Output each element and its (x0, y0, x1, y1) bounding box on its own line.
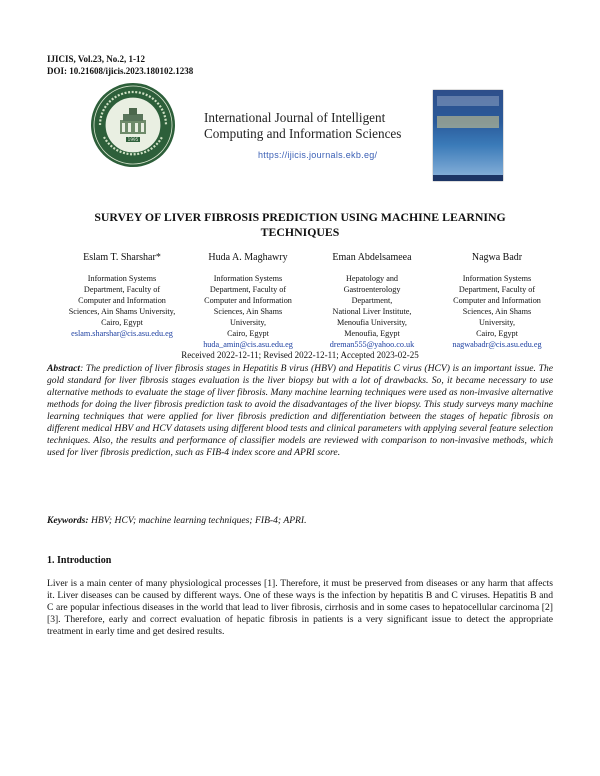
author-email-link[interactable]: huda_amin@cis.asu.edu.eg (203, 340, 293, 349)
author-name: Eman Abdelsameea (332, 252, 412, 263)
author-name: Nagwa Badr (471, 252, 523, 263)
author-affiliation: Information Systems Department, Faculty of Computer and Information Sciences, Ain Shams University, Cairo, Egypt (68, 274, 176, 327)
author-email-link[interactable]: dreman555@yahoo.co.uk (329, 340, 415, 349)
author-name: Eslam T. Sharshar* (83, 252, 161, 263)
doi-line: DOI: 10.21608/ijicis.2023.180102.1238 (47, 66, 194, 76)
author-block (187, 252, 309, 350)
paper-title-line2: TECHNIQUES (260, 225, 340, 239)
keywords-label: Keywords: (47, 515, 89, 526)
paper-title-line1: SURVEY OF LIVER FIBROSIS PREDICTION USING MACHINE LEARNING (94, 210, 506, 224)
author-email-link[interactable]: nagwabadr@cis.asu.edu.eg (452, 340, 542, 349)
author-name: Huda A. Maghawry (208, 252, 288, 263)
journal-cover-image (433, 90, 503, 181)
faculty-logo (90, 82, 176, 168)
section-heading-introduction: 1. Introduction (47, 555, 112, 566)
received-dates: Received 2022-12-11; Revised 2022-12-11; Accepted 2023-02-25 (181, 350, 419, 360)
author-block (436, 252, 558, 350)
keywords (47, 515, 307, 526)
author-affiliation: Information Systems Department, Faculty of Computer and Information Sciences, Ain Shams University, Cairo, Egypt (453, 274, 541, 338)
abstract-label: Abstract (47, 363, 81, 374)
abstract (47, 363, 553, 459)
journal-name-line2: Computing and Information Sciences (204, 126, 402, 141)
keywords-text: HBV; HCV; machine learning techniques; FIB-4; APRI. (90, 515, 307, 526)
author-email-link[interactable]: eslam.sharshar@cis.asu.edu.eg (71, 329, 173, 338)
svg-text:1995: 1995 (127, 137, 139, 142)
author-block (311, 252, 433, 350)
author-affiliation: Hepatology and Gastroenterology Department, National Liver Institute, Menoufia University, Menoufia, Egypt (332, 274, 412, 338)
journal-url-link[interactable]: https://ijicis.journals.ekb.eg/ (258, 150, 378, 160)
journal-name-line1: International Journal of Intelligent (204, 110, 386, 125)
introduction-paragraph: Liver is a main center of many physiological processes [1]. Therefore, it must be preserved from diseases or any harm that affects it. Liver diseases can be caused by different ways. One of these ways is the infection by hepatitis B and C viruses. Hepatitis B and C are popular infectious diseases in the world that lead to liver fibrosis, cirrhosis and in some cases to hepatocellular carcinoma [2][3]. Therefore, early and correct evaluation of hepatic fibrosis in patients is a very significant issue to detect the appropriate treatment in early time and get desired results. (47, 578, 553, 637)
author-block (61, 252, 183, 339)
paper-title (40, 210, 560, 240)
journal-name (204, 110, 434, 142)
author-affiliation: Information Systems Department, Faculty of Computer and Information Sciences, Ain Shams University, Cairo, Egypt (204, 274, 292, 338)
citation-line: IJICIS, Vol.23, No.2, 1-12 (47, 54, 146, 64)
abstract-text: : The prediction of liver fibrosis stages in Hepatitis B virus (HBV) and Hepatitis C virus (HCV) is an important issue. The gold standard for liver fibrosis stages evaluation is the liver biopsy but with a lot of drawbacks. So, it became necessary to use alternative methods to evaluate the stage of liver fibrosis. Many machine learning techniques were used as non-invasive alternative methods for doing the liver fibrosis prediction task to avoid the disadvantages of the liver biopsy. This study surveys many machine learning techniques that were applied for liver fibrosis prediction and differentiation between the stages of hepatic fibrosis on different medical HBV and HCV datasets using different blood tests and clinical parameters with applying several feature selection techniques. Also, the results and performance of classifier models are reviewed with comparison to non-invasive methods, which used for liver fibrosis prediction, such as FIB-4 index score and APRI score. (47, 363, 553, 458)
